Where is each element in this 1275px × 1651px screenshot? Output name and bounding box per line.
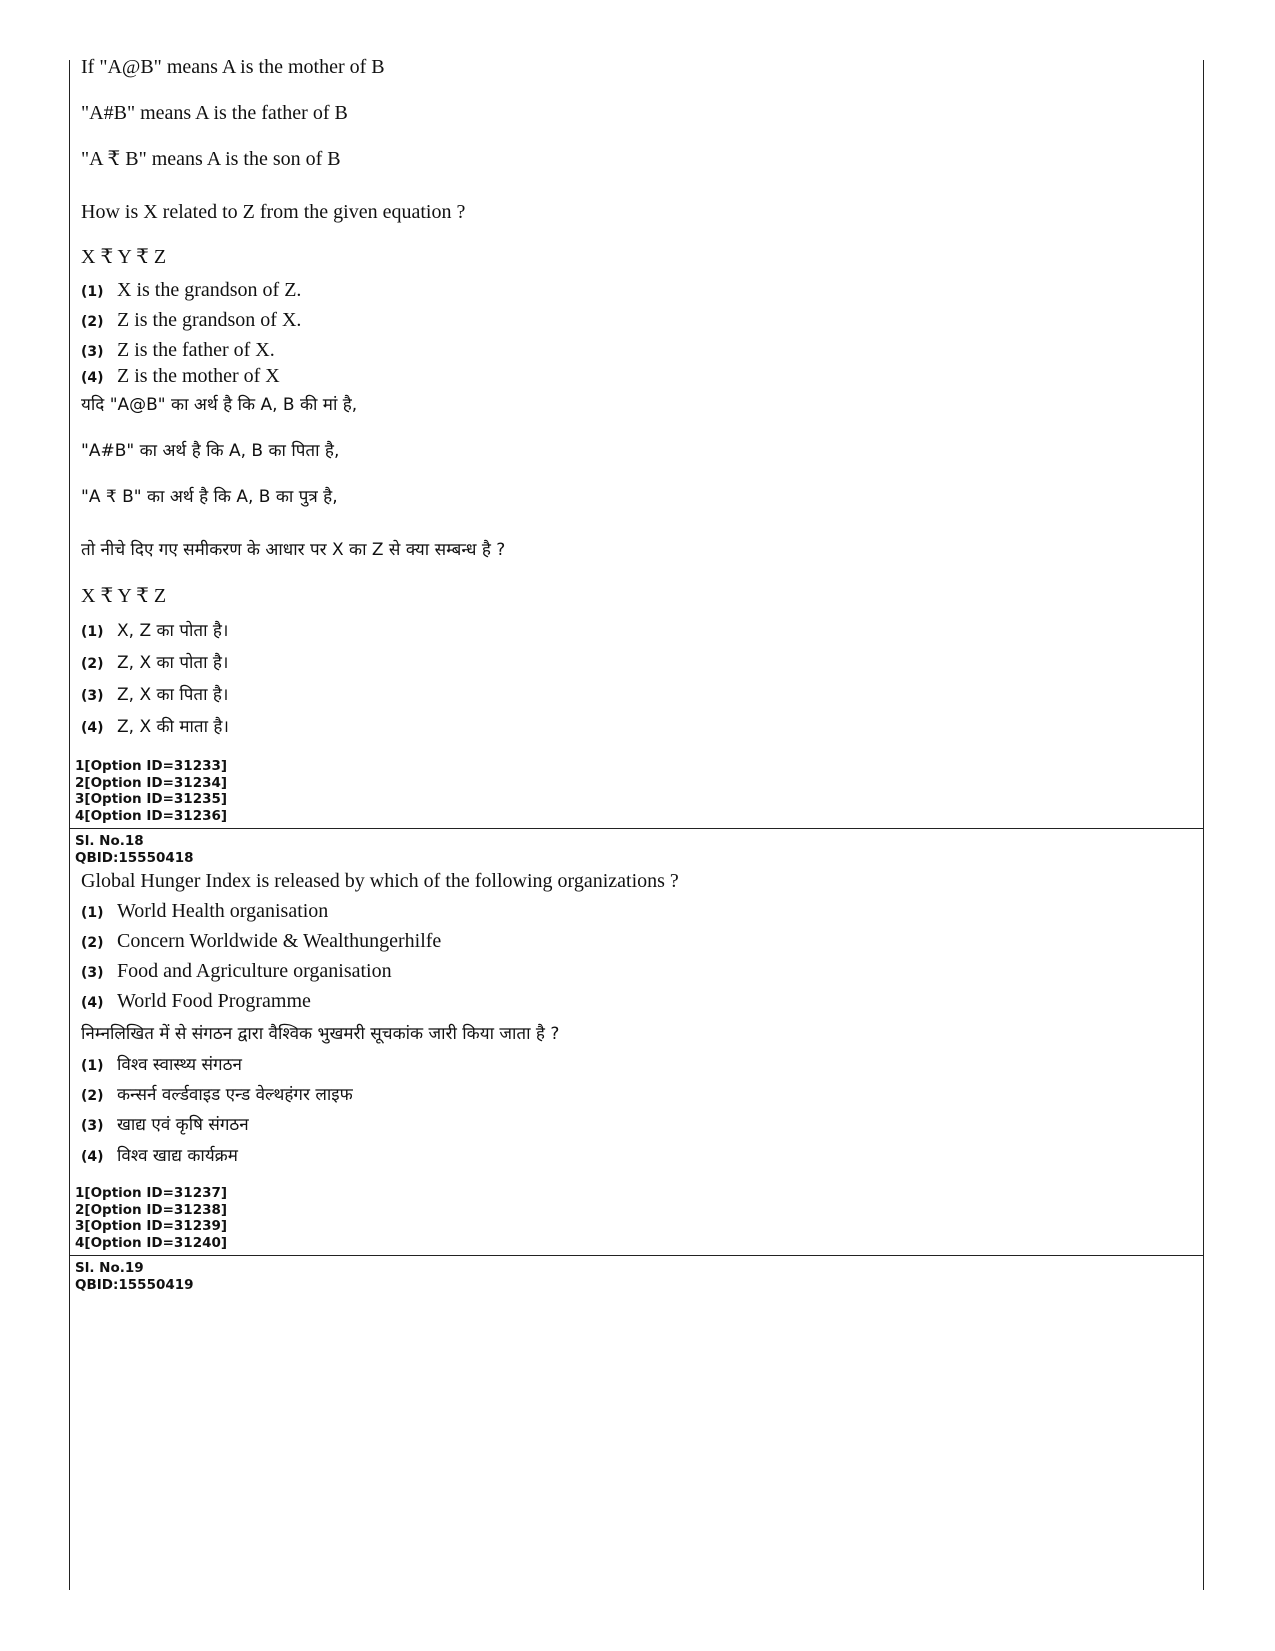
option-number: (1) <box>81 1058 104 1074</box>
option-text: Z is the father of X. <box>117 339 275 361</box>
option-id: 3[Option ID=31235] <box>75 791 228 807</box>
q18-en-question: Global Hunger Index is released by which of the following organizations ? <box>81 870 679 892</box>
q18-en-option-4 <box>81 989 311 1015</box>
option-id: 2[Option ID=31234] <box>75 774 228 791</box>
option-text: Z, X का पोता है। <box>117 653 229 673</box>
option-number: (3) <box>81 965 104 981</box>
question-divider <box>69 1255 1204 1256</box>
q18-hi-option-1 <box>81 1053 242 1078</box>
option-text: World Food Programme <box>117 990 311 1012</box>
q17-en-option-3 <box>81 338 275 364</box>
q18-en-option-1 <box>81 899 328 925</box>
option-id: 4[Option ID=31236] <box>75 807 228 824</box>
q17-hi-question: तो नीचे दिए गए समीकरण के आधार पर X का Z से क्या सम्बन्ध है ? <box>81 540 506 560</box>
option-text: विश्व खाद्य कार्यक्रम <box>117 1146 238 1166</box>
option-id: 4[Option ID=31240] <box>75 1234 228 1251</box>
option-number: (2) <box>81 1088 104 1104</box>
serial-number: Sl. No.19 <box>75 1260 144 1276</box>
option-number: (2) <box>81 656 104 672</box>
option-text: Z is the grandson of X. <box>117 309 302 331</box>
qbid: QBID:15550419 <box>75 1276 194 1293</box>
option-text: Concern Worldwide & Wealthungerhilfe <box>117 930 442 952</box>
q17-en-option-1 <box>81 278 301 304</box>
option-text: Z is the mother of X <box>117 365 280 387</box>
option-text: X, Z का पोता है। <box>117 621 229 641</box>
option-number: (4) <box>81 1149 104 1165</box>
q19-header <box>75 1260 194 1293</box>
q18-en-option-2 <box>81 929 441 955</box>
q17-en-option-4 <box>81 364 280 390</box>
option-number: (1) <box>81 624 104 640</box>
option-number: (1) <box>81 905 104 921</box>
q17-option-ids <box>75 758 227 824</box>
option-number: (3) <box>81 688 104 704</box>
option-number: (4) <box>81 995 104 1011</box>
option-id: 3[Option ID=31239] <box>75 1218 228 1234</box>
q17-hi-option-3 <box>81 683 228 708</box>
option-number: (2) <box>81 935 104 951</box>
q17-hi-equation: X ₹ Y ₹ Z <box>81 585 167 607</box>
serial-number: Sl. No.18 <box>75 833 144 849</box>
q18-hi-question: निम्नलिखित में से संगठन द्वारा वैश्विक भुखमरी सूचकांक जारी किया जाता है ? <box>81 1024 560 1044</box>
q17-en-equation: X ₹ Y ₹ Z <box>81 246 167 268</box>
q17-en-definition-2: "A#B" means A is the father of B <box>81 102 348 124</box>
option-id: 1[Option ID=31233] <box>75 758 228 774</box>
option-text: Food and Agriculture organisation <box>117 960 392 982</box>
q18-hi-option-2 <box>81 1083 353 1108</box>
q17-hi-definition-3: "A ₹ B" का अर्थ है कि A, B का पुत्र है, <box>81 487 338 507</box>
option-number: (4) <box>81 370 104 386</box>
option-text: Z, X का पिता है। <box>117 685 229 705</box>
q17-en-option-2 <box>81 308 301 334</box>
q18-header <box>75 833 194 866</box>
q17-en-definition-3: "A ₹ B" means A is the son of B <box>81 148 341 170</box>
option-text: विश्व स्वास्थ्य संगठन <box>117 1055 242 1075</box>
q17-hi-definition-2: "A#B" का अर्थ है कि A, B का पिता है, <box>81 441 340 461</box>
q17-hi-option-1 <box>81 619 228 644</box>
q18-hi-option-4 <box>81 1144 238 1169</box>
q18-hi-option-3 <box>81 1113 249 1138</box>
option-number: (2) <box>81 314 104 330</box>
option-text: खाद्य एवं कृषि संगठन <box>117 1115 249 1135</box>
q17-en-definition-1: If "A@B" means A is the mother of B <box>81 56 385 78</box>
option-number: (3) <box>81 344 104 360</box>
q18-option-ids <box>75 1185 227 1251</box>
q17-hi-option-4 <box>81 715 229 740</box>
option-number: (3) <box>81 1118 104 1134</box>
option-text: World Health organisation <box>117 900 329 922</box>
q17-en-question: How is X related to Z from the given equation ? <box>81 201 466 223</box>
q17-hi-option-2 <box>81 651 228 676</box>
question-divider <box>69 828 1204 829</box>
option-id: 1[Option ID=31237] <box>75 1185 228 1201</box>
option-text: कन्सर्न वर्ल्डवाइड एन्ड वेल्थहंगर लाइफ <box>117 1085 353 1105</box>
option-number: (4) <box>81 720 104 736</box>
q18-en-option-3 <box>81 959 392 985</box>
q17-hi-definition-1: यदि "A@B" का अर्थ है कि A, B की मां है, <box>81 395 358 415</box>
option-text: Z, X की माता है। <box>117 717 229 737</box>
option-id: 2[Option ID=31238] <box>75 1201 228 1218</box>
option-text: X is the grandson of Z. <box>117 279 302 301</box>
option-number: (1) <box>81 284 104 300</box>
qbid: QBID:15550418 <box>75 849 194 866</box>
